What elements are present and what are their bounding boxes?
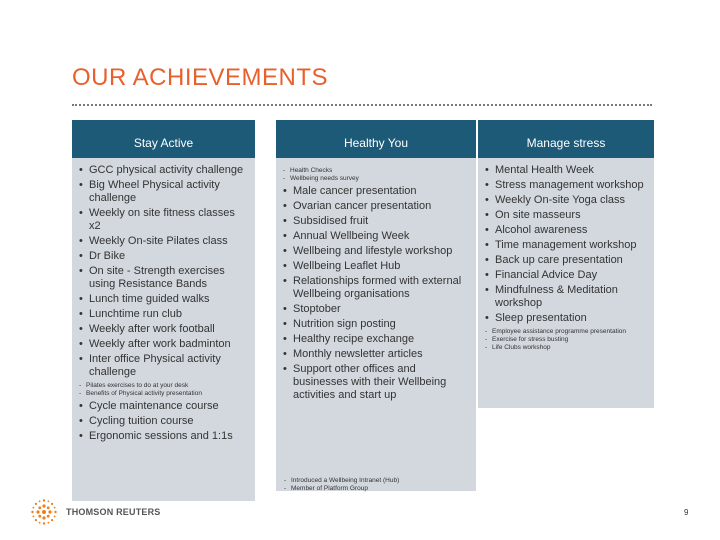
list-item: • On site - Strength exercises using Resistance Bands [78,265,249,291]
sub-list-item: - Pilates exercises to do at your desk [78,382,249,390]
list-item: • Ovarian cancer presentation [282,200,470,213]
list-item: • Stress management workshop [484,179,648,192]
list-item: • Time management workshop [484,239,648,252]
sub-list-item: - Introduced a Wellbeing Intranet (Hub) [283,477,483,485]
list-item: • Support other offices and businesses with their Wellbeing activities and start up [282,363,470,402]
list-item: • On site masseurs [484,209,648,222]
list-item: • Wellbeing Leaflet Hub [282,260,470,273]
list-item: • Mindfulness & Meditation workshop [484,284,648,310]
sub-list-item: - Member of Platform Group [283,485,483,493]
list-item: • Subsidised fruit [282,215,470,228]
list-item: • Lunch time guided walks [78,293,249,306]
column-header-stay-active: Stay Active [72,120,255,158]
slide-title: OUR ACHIEVEMENTS [72,64,329,91]
list-item: • Weekly On-site Yoga class [484,194,648,207]
list-item: • Weekly on site fitness classes x2 [78,207,249,233]
logo-text: THOMSON REUTERS [66,507,161,517]
list-item: • Weekly after work badminton [78,338,249,351]
list-item: • Relationships formed with external Wellbeing organisations [282,275,470,301]
list-item: • GCC physical activity challenge [78,164,249,177]
list-item: • Weekly On-site Pilates class [78,235,249,248]
list-item: • Cycle maintenance course [78,400,249,413]
list-item: • Stoptober [282,303,470,316]
list-item: • Sleep presentation [484,312,648,325]
column-body-manage-stress [478,158,654,408]
sub-list-item: - Benefits of Physical activity presentation [78,390,249,398]
thomson-reuters-logo-icon [28,496,60,528]
list-item: • Weekly after work football [78,323,249,336]
list-item: • Dr Bike [78,250,249,263]
thomson-reuters-logo [28,496,161,528]
sub-list-item: - Health Checks [282,167,470,175]
sub-list-item: - Life Clubs workshop [484,344,648,352]
list-item: • Nutrition sign posting [282,318,470,331]
list-item: • Alcohol awareness [484,224,648,237]
list-item: • Healthy recipe exchange [282,333,470,346]
list-item: • Male cancer presentation [282,185,470,198]
list-item: • Wellbeing and lifestyle workshop [282,245,470,258]
column-manage-stress [478,120,654,408]
list-item: • Big Wheel Physical activity challenge [78,179,249,205]
list-item: • Mental Health Week [484,164,648,177]
column-body-stay-active [72,158,255,501]
column-healthy-you [276,120,476,491]
title-divider [72,104,652,106]
list-item: • Back up care presentation [484,254,648,267]
page-number: 9 [684,508,689,517]
list-item: • Financial Advice Day [484,269,648,282]
sub-list-item: - Wellbeing needs survey [282,175,470,183]
list-item: • Inter office Physical activity challenge [78,353,249,379]
list-item: • Cycling tuition course [78,415,249,428]
list-item: • Annual Wellbeing Week [282,230,470,243]
sub-list-item: - Exercise for stress busting [484,336,648,344]
column-header-healthy-you: Healthy You [276,120,476,158]
list-item: • Ergonomic sessions and 1:1s [78,430,249,443]
list-item: • Lunchtime run club [78,308,249,321]
column-stay-active [72,120,255,501]
column-header-manage-stress: Manage stress [478,120,654,158]
column-body-healthy-you [276,158,476,491]
healthy-you-footer-notes [283,474,483,495]
sub-list-item: - Employee assistance programme presentation [484,328,648,336]
list-item: • Monthly newsletter articles [282,348,470,361]
